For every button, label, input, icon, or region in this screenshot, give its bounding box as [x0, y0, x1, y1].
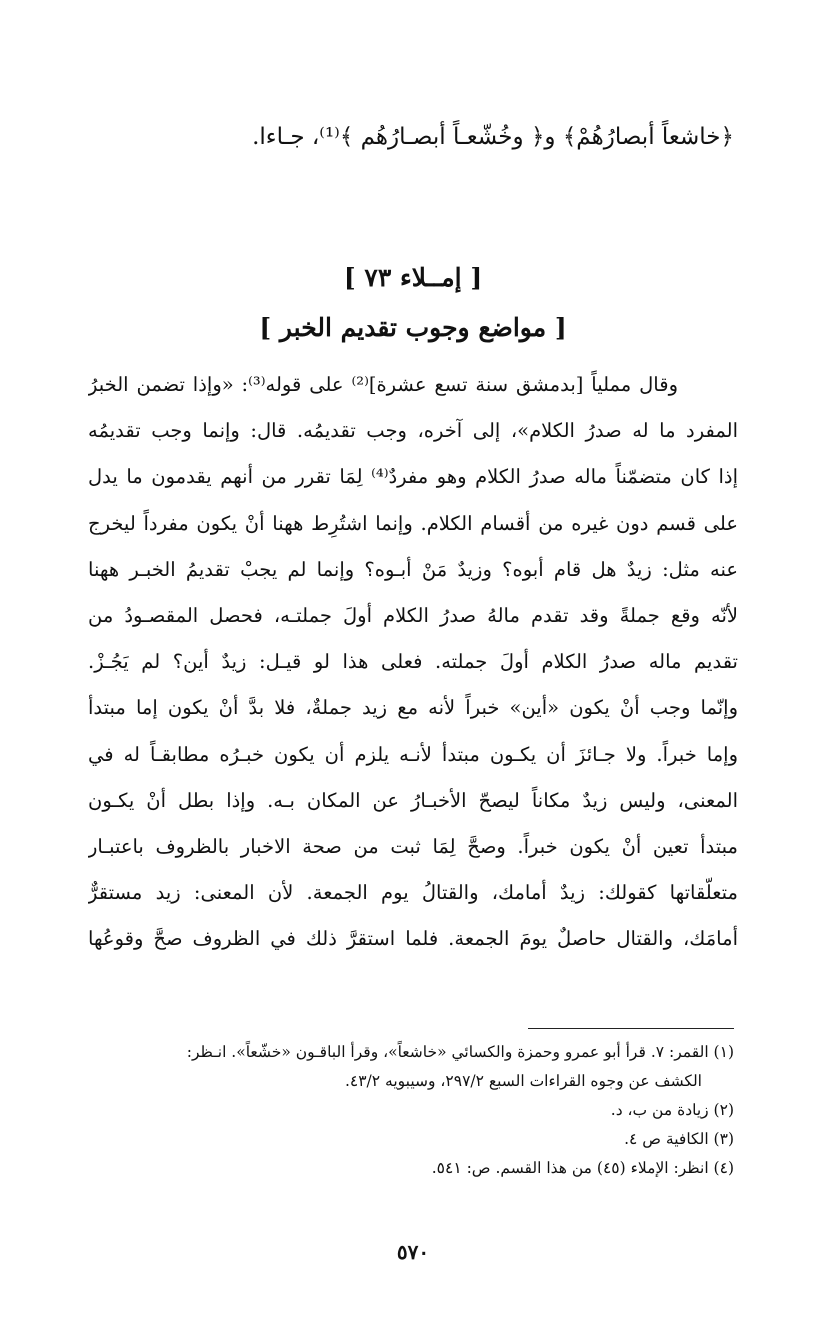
- body-line: وإنّما وجب أنْ يكون «أين» خبراً لأنه مع زيد جملةٌ، فلا بدَّ أنْ يكون إما مبتدأ: [88, 696, 738, 720]
- body-line: المفرد ما له صدرُ الكلام»، إلى آخره، وجب تقديمُه. قال: وإنما وجب تقديمُه: [88, 419, 738, 443]
- footnote-divider: [528, 1028, 734, 1029]
- page-number: ٥٧٠: [396, 1240, 430, 1264]
- body-line: تقديم ماله صدرُ الكلام أولَ جملته. فعلى هذا لو قيـل: زيدٌ أين؟ لم يَجُـزْ.: [88, 650, 738, 674]
- footnote-2: (٢) زيادة من ب، د.: [610, 1101, 734, 1119]
- topic-heading: [ مواضع وجوب تقديم الخبر ]: [259, 313, 567, 342]
- body-line: وإما خبراً. ولا جـائزَ أن يكـون مبتدأ لأنـه يلزم أن يكون خبـرُه مطابقـاً له في: [88, 742, 738, 766]
- body-line: على قسم دون غيره من أقسام الكلام. وإنما اشتُرِط ههنا أنْ يكون مفرداً ليخرج: [88, 511, 738, 535]
- body-paragraph: [88, 362, 738, 962]
- body-line: مبتدأ تعين أنْ يكون خبراً. وصحَّ لِمَا ثبت من صحة الاخبار بالظروف باعتبـار: [88, 834, 738, 858]
- footnote-3: (٣) الكافية ص ٤.: [624, 1130, 734, 1148]
- body-line: متعلّقاتها كقولك: زيدٌ أمامك، والقتالُ يوم الجمعة. لأن المعنى: زيد مستقرٌّ: [88, 881, 738, 905]
- footnote-4: (٤) انظر: الإملاء (٤٥) من هذا القسم. ص: ٥٤١.: [431, 1159, 734, 1177]
- footnote-1-continuation: الكشف عن وجوه القراءات السبع ٢٩٧/٢، وسيبويه ٤٣/٢.: [344, 1072, 702, 1090]
- quranic-citation-line: ﴿خاشعاً أبصارُهُمْ﴾ و﴿ وخُشّعـاً أبصـارُهُم ﴾⁽¹⁾، جـاءا.: [252, 124, 734, 150]
- footnote-1: (١) القمر: ٧. قرأ أبو عمرو وحمزة والكسائي «خاشعاً»، وقرأ الباقـون «خشّعاً». انـظر:: [186, 1043, 734, 1061]
- body-line: إذا كان متضمّناً ماله صدرُ الكلام وهو مفردٌ⁽⁴⁾ لِمَا تقرر من أنهم يقدمون ما يدل: [88, 465, 738, 489]
- footnotes: [86, 1038, 734, 1183]
- body-line: عنه مثل: زيدٌ هل قام أبوه؟ وزيدٌ مَنْ أبـوه؟ وإنما لم يجبْ تقديمُ الخبـر ههنا: [88, 557, 738, 581]
- body-line: المعنى، وليس زيدٌ مكاناً ليصحّ الأخبـارُ عن المكان بـه. وإذا بطل أنْ يكـون: [88, 788, 738, 812]
- body-line: لأنّه وقع جملةً وقد تقدم مالهُ صدرُ الكلام أولَ جملتـه، فحصل المقصـودُ من: [88, 603, 738, 627]
- body-line: وقال مملياً [بدمشق سنة تسع عشرة]⁽²⁾ على قوله⁽³⁾: «وإذا تضمن الخبرُ: [88, 373, 678, 396]
- dictation-heading: [ إمــلاء ٧٣ ]: [343, 263, 483, 292]
- body-line: أمامَك، والقتال حاصلٌ يومَ الجمعة. فلما استقرَّ ذلك في الظروف صحَّ وقوعُها: [88, 927, 738, 951]
